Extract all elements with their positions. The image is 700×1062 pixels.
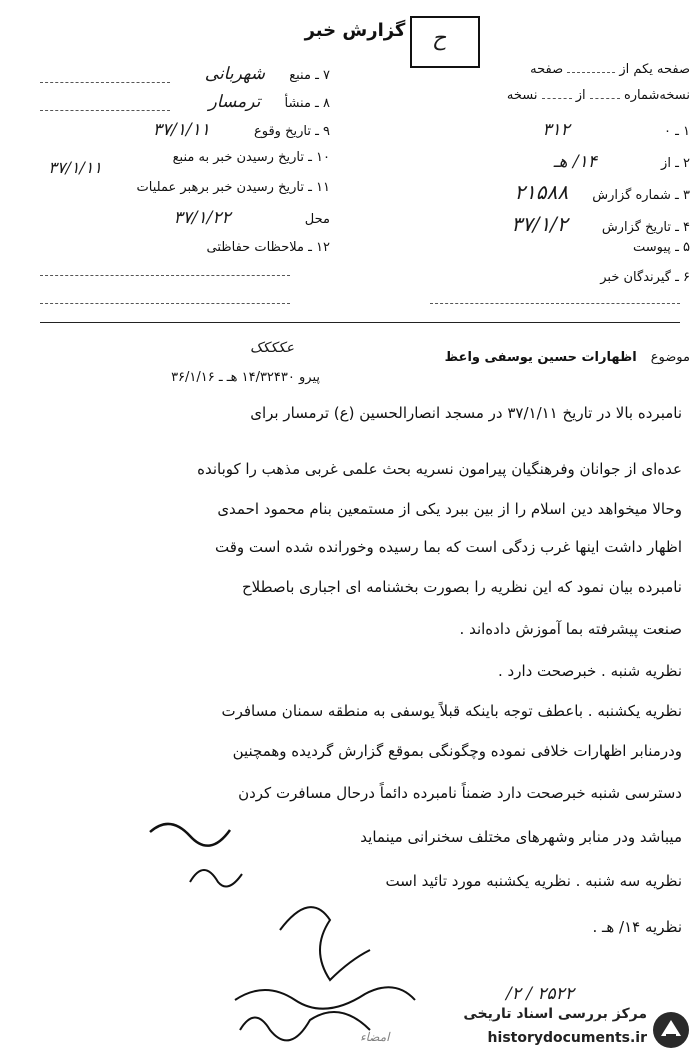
subject-scribble: عکککک xyxy=(250,340,295,356)
body-line: وحالا میخواهد دین اسلام را از بین ببرد یکی از مستمعین بنام محمود احمدی xyxy=(217,500,682,518)
body-line: نظریه ۱۴/ هـ . xyxy=(592,918,682,936)
body-line: میباشد ودر منابر وشهرهای مختلف سخنرانی مینماید xyxy=(360,828,682,846)
document-number: ۲۵۲۲ / ۲/ xyxy=(506,984,574,1004)
signature-stroke xyxy=(240,1012,370,1040)
body-line: اظهار داشت اینها غرب زدگی است که بما رسیده وخورانده شده است وقت xyxy=(215,538,682,556)
body-line: ودرمنابر اظهارات خلافی نموده وچگونگی بموقع گزارش گردیده وهمچنین xyxy=(232,742,682,760)
scribble-stroke xyxy=(150,824,230,846)
subject-label: موضوع xyxy=(650,350,690,365)
body-line: عده‌ای از جوانان وفرهنگیان پیرامون نسریه بحث علمی غربی مذهب را کوبانده xyxy=(197,460,682,478)
body-line: نامبرده بیان نمود که این نظریه را بصورت بخشنامه ای اجباری باصطلاح xyxy=(241,578,682,596)
copy-tail: نسخه xyxy=(506,88,538,103)
archive-logo-icon xyxy=(651,1010,691,1050)
scribble-stroke xyxy=(190,870,242,887)
field-label: ۹ ـ تاریخ وقوع xyxy=(253,124,330,139)
page-label: صفحه یکم از xyxy=(619,62,690,77)
signature-stroke xyxy=(235,987,415,1008)
field-label: ۸ ـ منشأ xyxy=(284,96,330,111)
signature-stroke xyxy=(280,907,370,980)
body-line: صنعت پیشرفته بما آموزش داده‌اند . xyxy=(459,620,682,638)
field-label: ۷ ـ منبع xyxy=(289,68,330,83)
field-value: ۳۱۲ xyxy=(542,120,570,140)
body-line: نظریه شنبه . خبرصحت دارد . xyxy=(497,662,682,680)
document-title: گزارش خبر xyxy=(304,20,406,41)
field-value: ۳۷/۱/۲ xyxy=(511,212,568,236)
field-label: ۳ ـ شماره گزارش xyxy=(592,188,690,203)
field-label: ۶ ـ گیرندگان خبر xyxy=(600,270,690,285)
page-label-tail: صفحه xyxy=(530,62,564,77)
margin-date: ۳۷/۱/۱۱ xyxy=(48,158,102,177)
field-label: محل xyxy=(304,212,330,227)
stamp-mark: ح xyxy=(432,26,447,51)
watermark-url: historydocuments.ir xyxy=(487,1030,647,1046)
watermark-title: مرکز بررسی اسناد تاریخی xyxy=(463,1006,647,1022)
field-label: ۱۲ ـ ملاحظات حفاظتی xyxy=(206,240,330,255)
field-label: ۵ ـ پیوست xyxy=(633,240,690,255)
field-value: ۱۴/ هـ xyxy=(553,152,597,172)
field-value: ۳۷/۱/۱۱ xyxy=(152,120,210,140)
field-label: ۴ ـ تاریخ گزارش xyxy=(601,220,690,235)
signature-label: امضاء xyxy=(360,1030,390,1044)
field-label: ۱ ـ ۰ xyxy=(663,124,690,139)
reference-line: پیرو ۱۴/۳۲۴۳۰ هـ ـ ۳۶/۱/۱۶ xyxy=(171,370,320,385)
field-value: ترمسار xyxy=(208,92,261,112)
field-value: ۲۱۵۸۸ xyxy=(514,180,569,204)
field-value: شهربانی xyxy=(204,64,266,84)
body-line: نظریه سه شنبه . نظریه یکشنبه مورد تائید است xyxy=(385,872,682,890)
copy-of: از xyxy=(575,88,586,103)
body-line: نظریه یکشنبه . باعطف توجه باینکه قبلاً یوسفی به منطقه سمنان مسافرت xyxy=(221,702,682,720)
copy-label: نسخه‌شماره xyxy=(623,88,690,103)
field-label: ۱۱ ـ تاریخ رسیدن خبر برهبر عملیات xyxy=(136,180,330,195)
field-label: ۱۰ ـ تاریخ رسیدن خبر به منبع xyxy=(172,150,330,165)
subject-text: اظهارات حسین یوسفی واعظ xyxy=(444,350,637,365)
watermark xyxy=(415,1002,695,1058)
field-value: ۳۷/۱/۲۲ xyxy=(173,208,231,228)
body-line: دسترسی شنبه خبرصحت دارد ضمناً نامبرده دائماً درحال مسافرت کردن xyxy=(238,784,682,802)
body-line: نامبرده بالا در تاریخ ۳۷/۱/۱۱ در مسجد انصارالحسین (ع) ترمسار برای xyxy=(250,404,682,422)
field-label: ۲ ـ از xyxy=(661,156,690,171)
